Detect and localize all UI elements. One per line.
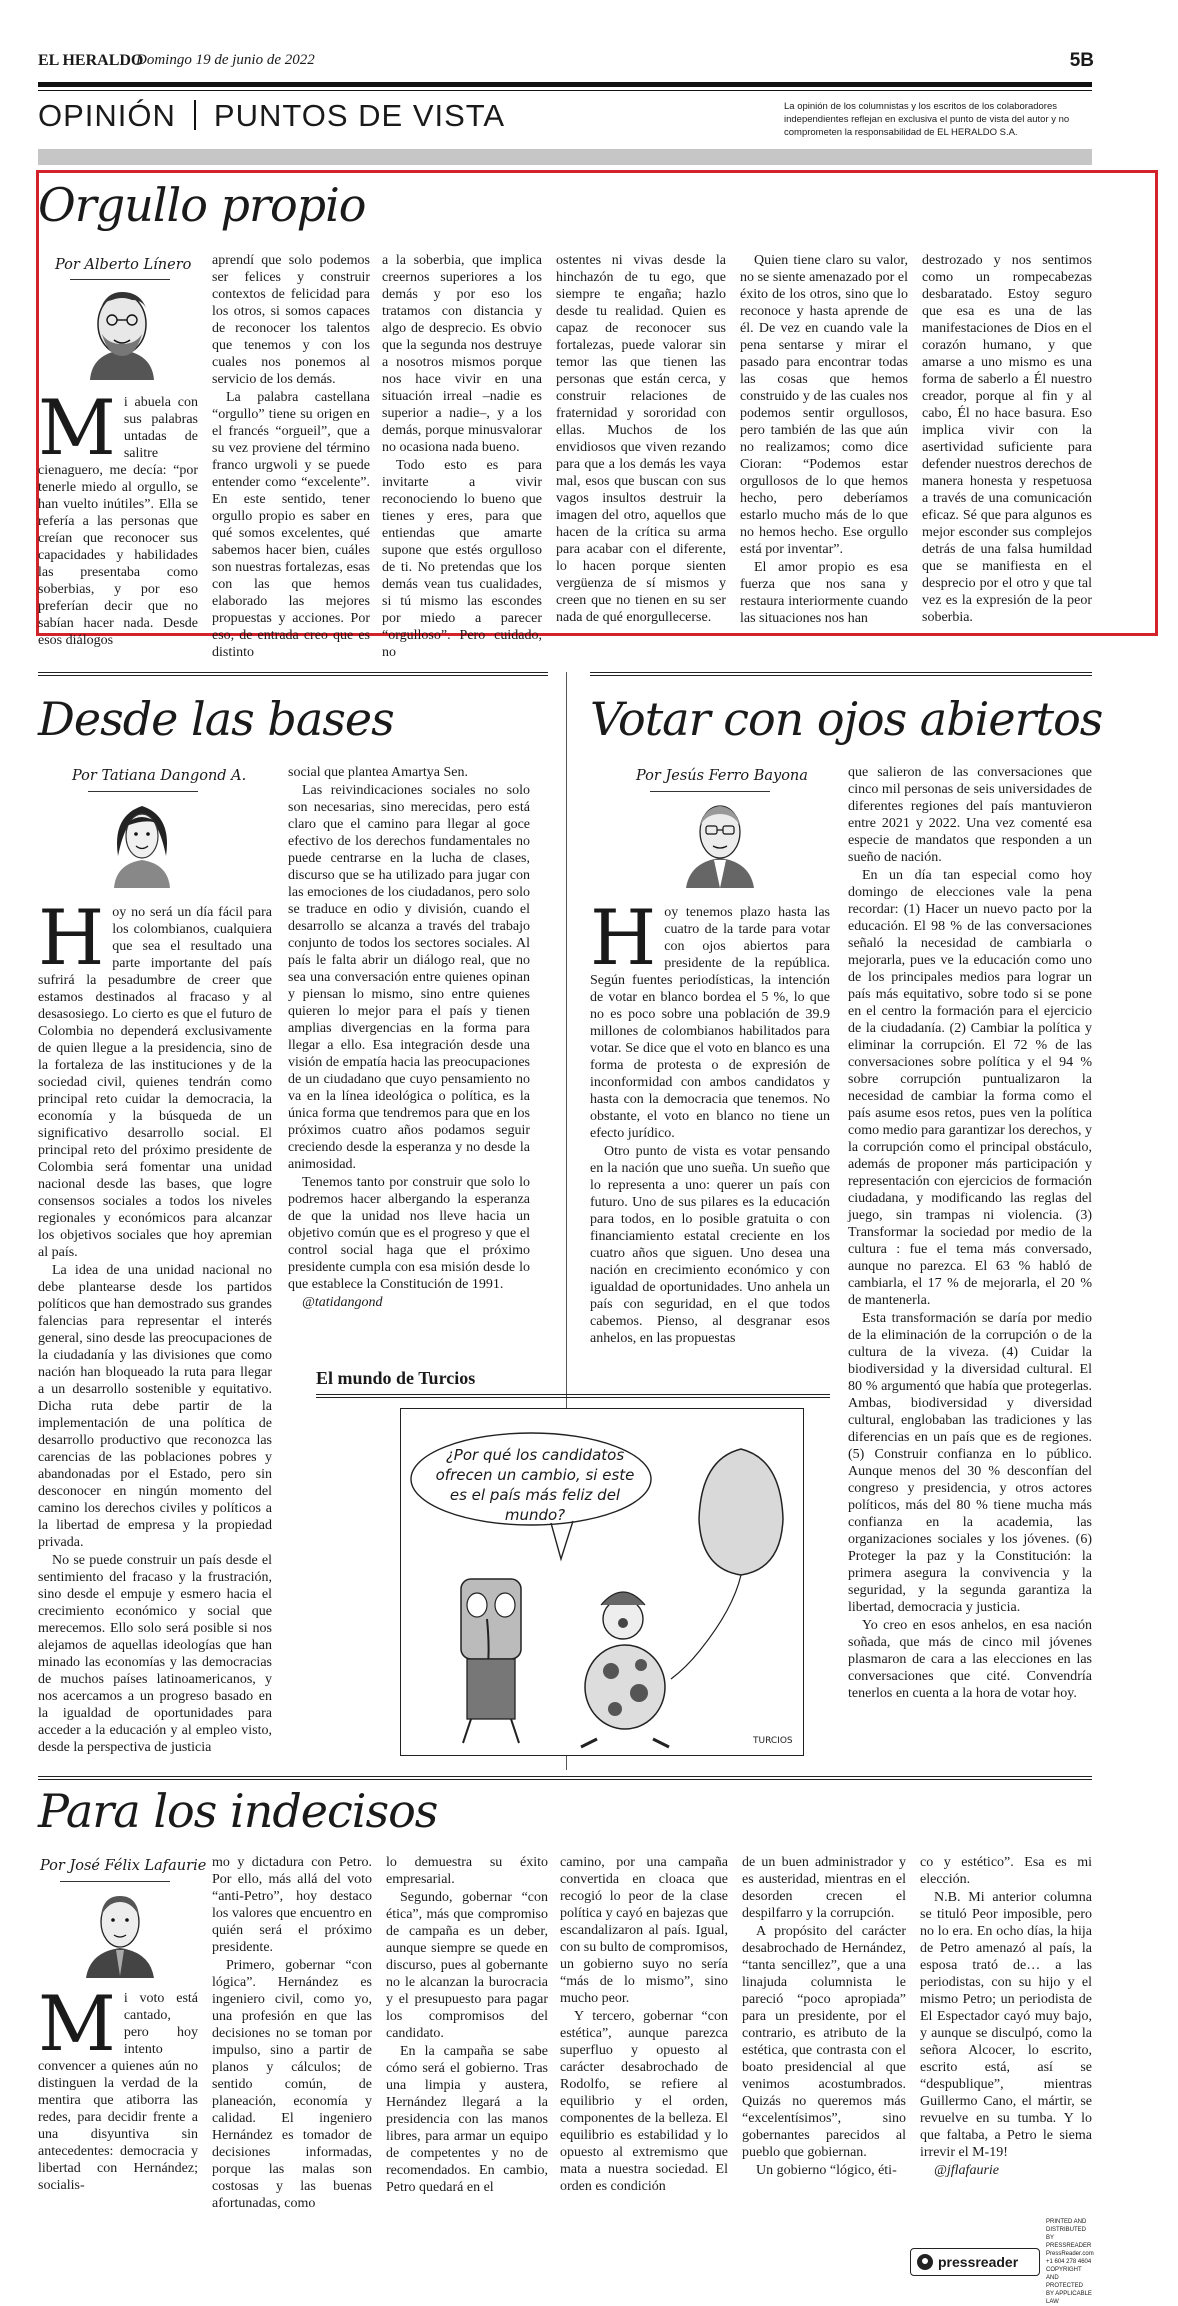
paragraph: i abuela con sus palabras untadas de salitre cienaguero, me decía: “por tenerle miedo al orgullo, se han vuelto inútiles”. Ella se refería a las personas que creían que reconocer sus capacidades y habilidades las presentaba como soberbias, y por eso preferían decir que no sabían hacer nada. Desde esos diálogos — [38, 395, 198, 648]
paragraph: Yo creo en esos anhelos, en esa nación soñada, que más de cinco mil jóvenes plasmaron de cara a las elecciones en las conversaciones que cité. Convendría tenerlos en cuenta a la hora de votar hoy. — [848, 1618, 1092, 1701]
pressreader-fine-print: PRINTED AND DISTRIBUTED BY PRESSREADER PressReader.com +1 604 278 4604 COPYRIGHT AND PROTECTED BY APPLICABLE LAW — [1046, 2219, 1094, 2305]
paragraph: mo y dictadura con Petro. Por ello, más allá del voto “anti-Petro”, hoy destaco los valores que encuentro en quién será el próximo presidente. — [212, 1855, 372, 1955]
section-name: OPINIÓN — [38, 98, 176, 133]
byline-rule — [70, 279, 170, 280]
page-number: 5B — [1069, 50, 1094, 71]
cartoon-speech: ¿Por qué los candidatos ofrecen un cambio, si este es el país más feliz del mundo? — [435, 1446, 635, 1524]
paragraph: Primero, gobernar “con lógica”. Hernández es ingeniero civil, como yo, una profesión en que las decisiones no se toman por impulso, sino a partir de planos y cálculos; de sentido común, de planeación, economía y calidad. El ingeniero Hernández es tomador de decisiones informadas, porque las malas son costosas y las buenas afortunadas, como — [212, 1958, 372, 2211]
cartoon-drawing — [401, 1409, 805, 1757]
section-title — [38, 98, 505, 134]
paragraph: La idea de una unidad nacional no debe plantearse desde los partidos políticos que han demostrado sus grandes falencias para representar el interés general, sino desde las preocupaciones de la ciudadanía y las divisiones que como nación han bloqueado la ruta para llegar a un desarrollo sostenible y equitativo. Dicha ruta debe partir de la implementación de una política de desarrollo productivo que reconozca las carencias de las poblaciones pobres y abandonadas por el Estado, pero sin desconocer en ningún momento del camino los derechos civiles y políticos a la libertad de empresa y la propiedad privada. — [38, 1263, 272, 1550]
author-handle: @jflafaurie — [934, 2163, 999, 2178]
article-column — [556, 252, 726, 634]
paragraph: Quien tiene claro su valor, no se siente amenazado por el éxito de los otros, sino que lo reconoce y hasta aprende de él. De vez en cuando vale la pena sentarse y mirar el pasado para encontrar todas las cosas que hemos construido y de las cuales nos podemos sentir orgullosos, pero también de las que aún no realizamos; como dice Cioran: “Podemos estar orgullosos de lo que hemos hecho, pero deberíamos estarlo mucho más de lo que no hemos hecho. Ese orgullo está por inventar”. — [740, 253, 908, 557]
drop-cap: M — [38, 383, 116, 472]
editorial-disclaimer: La opinión de los columnistas y los escritos de los colaboradores independientes reflejan en exclusiva el punto de vista del autor y no comprometen la responsabilidad de EL HERALDO S.A. — [784, 101, 1070, 138]
author-portrait — [670, 796, 770, 888]
byline-rule — [60, 1881, 170, 1882]
author-portrait — [70, 1886, 170, 1978]
article-column — [920, 1854, 1092, 2180]
article-column — [560, 1854, 728, 2194]
pressreader-logo[interactable] — [910, 2248, 1040, 2276]
article-column — [740, 252, 908, 634]
article-headline: Para los indecisos — [38, 1784, 438, 1838]
paragraph: aprendí que solo podemos ser felices y construir contextos de felicidad para los otros, si somos capaces de reconocer los talentos que tenemos y con los cuales nos ponemos al servicio de los demás. — [212, 253, 370, 387]
article-column — [848, 764, 1092, 1764]
article-top-rule — [38, 672, 548, 676]
drop-cap: H — [590, 893, 657, 982]
paragraph: oy no será un día fácil para los colombianos, cualquiera que sea el resultado una parte importante del país sufrirá la pesadumbre de creer que estamos destinados al fracaso y al desasosiego. Lo cierto es que el futuro de Colombia no dependerá exclusivamente de quien llegue a la presidencia, sino de la fortaleza de las instituciones y de la sociedad civil, quienes tendrán como principal reto cuidar la democracia, la economía y la búsqueda de un significativo desarrollo social. El principal reto del próximo presidente de Colombia será fomentar una unidad nacional desde las bases, que logre consensos sociales a todos los niveles regionales y económicos para alcanzar los objetivos sociales que hoy apremian al país. — [38, 905, 272, 1260]
paragraph: destrozado y nos sentimos como un rompecabezas desbaratado. Estoy seguro que esa es una de las manifestaciones de Dios en el corazón humano, y que amarse a uno mismo es una forma de saberlo a Él nuestro creador, porque al fin y al cabo, Él no hace basura. Eso implica vivir con la asertividad suficiente para defender nuestros derechos de manera honesta y respetuosa a través de una comunicación eficaz. Sé que para algunos es mejor esconder sus complejos detrás de una falsa humildad que se manifiesta en el desprecio por el otro y que tal vez es la expresión de la peor soberbia. — [922, 253, 1092, 625]
section-subname: PUNTOS DE VISTA — [213, 98, 506, 133]
paragraph: En un día tan especial como hoy domingo de elecciones vale la pena recordar: (1) Hacer un nuevo pacto por la educación. El 98 % de las conversaciones señaló la necesidad de cambiarla o mejorarla, pues ve la educación como uno de los principales medios para lograr un país más equitativo, sobre todo si se pone en el centro la formación para el ejercicio de la ciudadanía. (2) Cambiar la política y eliminar la corrupción. El 72 % de las conversaciones sobre política y el 94 % sobre corrupción puntualizaron la necesidad de cambiar la forma como el país asume esos retos, pues ven la política como medio para garantizar los derechos, y la corrupción como el principal obstáculo, además de proponer más participación y representación con ejercicios de formación ciudadana, y modificando las reglas del juego, sin trampas ni violencia. (3) Transformar la sociedad por medio de la cultura : fue el tema más conversado, aunque no parezca. El 63 % habló de cambiarla, el 17 % de mejorarla, el 20 % de mantenerla. — [848, 868, 1092, 1308]
byline-rule — [88, 791, 198, 792]
paragraph: Todo esto es para invitarte a vivir reconociendo lo bueno que tienes y eres, para que entiendas que amarte supone que estés orgulloso de ti. No pretendas que los demás vean tus cualidades, si tú mismo las escondes por miedo a parecer “orgulloso”. Pero cuidado, no — [382, 458, 542, 660]
article-column — [38, 383, 198, 648]
paragraph: El amor propio es esa fuerza que nos sana y restaura interiormente cuando las situaciones nos han — [740, 560, 908, 626]
paragraph: Y tercero, gobernar “con estética”, aunque parezca superfluo y opuesto al carácter desabrochado de Rodolfo, se refiere al equilibrio y el orden, componentes de la belleza. El equilibrio es estabilidad y lo opuesto al extremismo que mata a nuestra sociedad. El orden es condición — [560, 2009, 728, 2194]
author-portrait — [92, 796, 192, 888]
masthead-rule — [38, 82, 1092, 87]
article-column — [386, 1854, 548, 2195]
paragraph: i voto está cantado, pero hoy intento convencer a quienes aún no distinguen la verdad de la mentira que atiborra las redes, para decidir frente a una disyuntiva sin antecedentes: democracia y libertad con Hernández; socialis- — [38, 1991, 198, 2193]
pressreader-footer — [910, 2218, 1092, 2306]
drop-cap: M — [38, 1979, 116, 2068]
section-divider — [194, 100, 196, 130]
issue-date: Domingo 19 de junio de 2022 — [136, 52, 315, 68]
article-byline: Por Alberto Línero — [55, 257, 192, 273]
paragraph: Tenemos tanto por construir que solo lo podremos hacer albergando la esperanza de que la unidad nos lleve hacia un objetivo común que es el progreso y que el control social haga que el próximo presidente cumpla con esa misión desde lo que establece la Constitución de 1991. — [288, 1175, 530, 1292]
article-column — [742, 1854, 906, 2180]
author-handle: @tatidangond — [302, 1295, 383, 1310]
article-column — [38, 1979, 198, 2193]
paragraph: Segundo, gobernar “con ética”, más que compromiso de campaña es un deber, aunque siempre se quede en discurso, pues al gobernante no le alcanzan la burocracia y el presupuesto para pagar los compromisos del candidato. — [386, 1890, 548, 2041]
paragraph: lo demuestra su éxito empresarial. — [386, 1855, 548, 1887]
paragraph: que salieron de las conversaciones que cinco mil personas de seis universidades de diferentes regiones del país mantuvieron entre 2021 y 2022. Una vez comenté esa especie de mandatos que responden a un sueño de nación. — [848, 765, 1092, 865]
paragraph: Esta transformación se daría por medio de la eliminación de la corrupción o de la cultura de la viveza. (4) Cuidar la biodiversidad y la diversidad cultural. El 80 % argumentó que había que protegerlas. Ambas, biodiversidad y diversidad cultural, englobaban las tradiciones y las diferencias en un país que es de regiones. (5) Construir confianza en lo público. Aunque menos del 30 % desconfían del congreso y presidencia, y otros actores políticos, más del 80 % tiene mucha más confianza en la academia, las organizaciones sociales y los jóvenes. (6) Proteger la paz y la Constitución: la primera asegura la convivencia y la seguridad, y la segunda garantiza la libertad, democracia y justicia. — [848, 1311, 1092, 1615]
article-top-rule — [38, 1776, 1092, 1780]
article-headline: Orgullo propio — [38, 178, 366, 232]
article-column — [382, 252, 542, 660]
cartoon-panel — [400, 1408, 804, 1756]
article-byline: Por José Félix Lafaurie — [40, 1858, 207, 1874]
drop-cap: H — [38, 893, 105, 982]
pressreader-icon — [917, 2254, 933, 2270]
paragraph: de un buen administrador y es austeridad, mientras en el desorden crecen el despilfarro y la corrupción. — [742, 1855, 906, 1921]
paragraph: Las reivindicaciones sociales no solo son necesarias, sino merecidas, pero está claro que el camino para llegar al goce efectivo de los derechos fundamentales no puede centrarse en la lucha de clases, discurso que se ha utilizado para jugar con las emociones de los ciudadanos, pero solo se traduce en odio y división, cuando el desarrollo se alcanza a través del trabajo conjunto de todos los sectores sociales. Al país le falta abrir un diálogo real, que no sea una conversación entre quienes opinan y piensan lo mismo, sino entre quienes quieren lo mejor para el país y tienen amplias divergencias en la forma para llegar a ello. Esa integración desde una visión de empatía hacia las preocupaciones de un ciudadano que cuyo pensamiento no va en la línea ideológica o política, es la única forma que tendremos para que en los próximos cuatro años podamos seguir creciendo desde la esperanza y no desde la animosidad. — [288, 783, 530, 1172]
article-headline: Desde las bases — [38, 692, 394, 746]
paragraph: La palabra castellana “orgullo” tiene su origen en el francés “orgueil”, que a su vez proviene del término franco urgwoli y se puede entender como “excelente”. En este sentido, tener orgullo propio es saber en qué somos excelentes, qué sabemos hacer bien, cuáles son nuestras fortalezas, esas con las que hemos elaborado las mejores propuestas y acciones. Por eso, de entrada creo que es distinto — [212, 390, 370, 660]
paragraph: No se puede construir un país desde el sentimiento del fracaso y la frustración, sino desde el empuje y esmero hacia el crecimiento económico y social que merecemos. Ello solo será posible si nos alejamos de aquellas ideologías que han minado las economías y las democracias de muchos países latinoamericanos, y nos acercamos a un progreso basado en la igualdad de oportunidades para acceder a la educación y al empleo visto, desde la perspectiva de justicia — [38, 1553, 272, 1755]
paragraph: social que plantea Amartya Sen. — [288, 765, 468, 780]
paragraph: oy tenemos plazo hasta las cuatro de la tarde para votar con ojos abiertos para presidente de la república. Según fuentes periodísticas, la intención de votar en blanco bordea el 5 %, lo que no es poco sobre una población de 39.9 millones de colombianos habilitados para votar. Se dice que el voto en blanco es una forma de protesta o de expresión de inconformidad con ambos candidatos y hasta con la democracia que tenemos. No obstante, el voto en blanco no tiene un efecto jurídico. — [590, 905, 830, 1141]
paragraph: ostentes ni vivas desde la hinchazón de tu ego, que siempre te engaña; hazlo desde tu realidad. Quien es capaz de reconocer sus fortalezas, puede valorar sin temor las que tienen las personas que están cerca, y construir relaciones de fraternidad y sororidad con ellas. Muchos de los envidiosos que viven rezando para que a los demás les vaya mal, esos que buscan con sus vagos insultos destruir la imagen del otro, aquellos que hacen de la crítica su arma para acabar con el diferente, lo hacen porque sienten vergüenza de sí mismos y creen que no tienen en su ser nada de qué enorgullecerse. — [556, 253, 726, 625]
section-band — [38, 149, 1092, 165]
article-column — [288, 764, 530, 1324]
paragraph: a la soberbia, que implica creernos superiores a los demás y por eso los tratamos con distancia y algo de desprecio. Es obvio que la segunda nos destruye a nosotros mismos porque nos hace vivir en una situación irreal –nadie es superior a nadie–, y a los demás, porque minusvalorar no ocasiona nada bueno. — [382, 253, 542, 455]
paragraph: A propósito del carácter desabrochado de Hernández, “tanta sencillez”, que a una linajuda columnista le pareció “poco apropiada” para un presidente, por el contrario, es atributo de la estética, que contrasta con el boato presidencial al que venimos acostumbrados. Quizás no queremos más “excelentísimos”, sino gobernantes parecidos al pueblo que gobiernan. — [742, 1924, 906, 2160]
paragraph: camino, por una campaña convertida en cloaca que recogió lo peor de la clase política y cayó en bajezas que escandalizaron al país. Igual, con su bulto de compromisos, un gobierno suyo no sería “más de lo mismo”, sino mucho peor. — [560, 1855, 728, 2006]
byline-rule — [650, 791, 770, 792]
paragraph: N.B. Mi anterior columna se tituló Peor imposible, pero no lo era. En ocho días, la hija de Petro amenazó al país, la esposa trató de… a las periodistas, con su hijo y el mismo Petro; un periodista de El Espectador cayó muy bajo, y aunque se disculpó, como la señora Alcocer, lo escrito, escrito está, así se “despublique”, mientras Guillermo Cano, el mártir, se revuelve en su tumba. Y lo que faltaba, a Petro le siema irrevir el M-19! — [920, 1890, 1092, 2160]
article-column — [212, 1854, 372, 2211]
article-column — [212, 252, 370, 660]
author-portrait — [72, 284, 172, 380]
article-column — [922, 252, 1092, 634]
article-byline: Por Tatiana Dangond A. — [72, 768, 247, 784]
cartoon-title: El mundo de Turcios — [316, 1368, 476, 1388]
article-byline: Por Jesús Ferro Bayona — [636, 768, 808, 784]
paragraph: En la campaña se sabe cómo será el gobierno. Tras una limpia y austera, Hernández llegará a la presidencia con las manos libres, para armar un equipo de competentes y no de recomendados. En cambio, Petro quedará en el — [386, 2044, 548, 2195]
newspaper-name: EL HERALDO — [38, 52, 144, 69]
article-column — [590, 893, 830, 1346]
paragraph: Otro punto de vista es votar pensando en la nación que uno sueña. Un sueño que lo representa a uno: querer un país con futuro. Uno de sus pilares es la educación para todos, en lo posible gratuita o con financiamiento estatal creciente en los cuatro años que siguen. Uno desea una nación en crecimiento económico y con igualdad de oportunidades. Uno anhela un país con seguridad, en el que todos cabemos. Pienso, al desgranar esos anhelos, en las propuestas — [590, 1144, 830, 1346]
masthead-rule-thin — [38, 90, 1092, 91]
paragraph: Un gobierno “lógico, éti- — [756, 2163, 897, 2178]
pressreader-text: pressreader — [938, 2254, 1019, 2270]
article-top-rule — [590, 672, 1092, 676]
cartoon-signature: TURCIOS — [753, 1736, 793, 1746]
cartoon-rule — [316, 1394, 830, 1398]
paragraph: co y estético”. Esa es mi elección. — [920, 1855, 1092, 1887]
article-headline: Votar con ojos abiertos — [590, 692, 1103, 746]
